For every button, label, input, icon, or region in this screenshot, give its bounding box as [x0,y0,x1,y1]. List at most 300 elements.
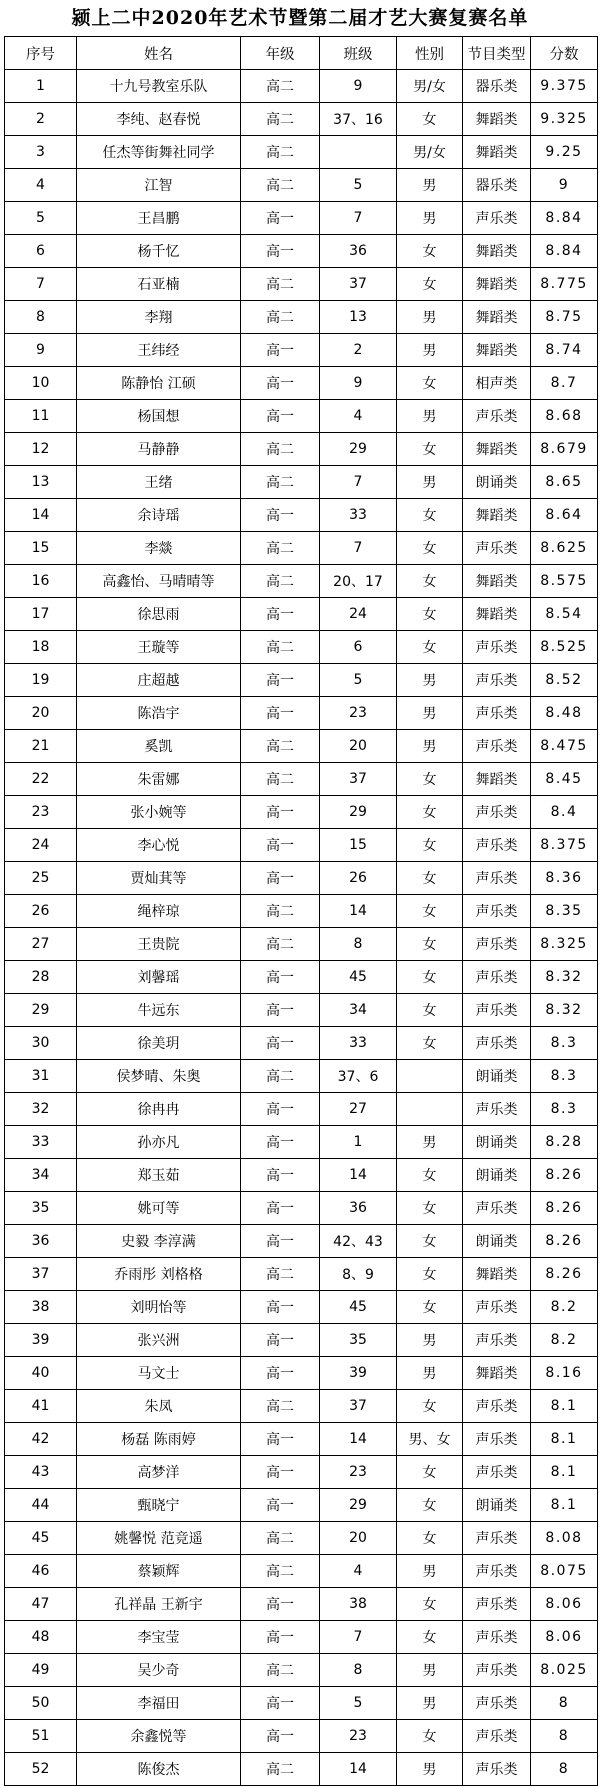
cell-no: 5 [5,202,77,235]
cell-no: 49 [5,1654,77,1687]
cell-no: 17 [5,598,77,631]
cell-name: 孙亦凡 [77,1126,241,1159]
cell-no: 3 [5,136,77,169]
cell-grade: 高一 [241,1093,320,1126]
cell-class: 14 [320,895,397,928]
cell-sex: 女 [397,763,463,796]
cell-sex: 女 [397,1159,463,1192]
table-row [5,1192,598,1225]
cell-class: 4 [320,1555,397,1588]
cell-type: 舞蹈类 [463,1258,531,1291]
cell-class: 8 [320,1654,397,1687]
cell-no: 38 [5,1291,77,1324]
cell-score: 8.2 [531,1291,598,1324]
cell-type: 声乐类 [463,1093,531,1126]
cell-name: 马静静 [77,433,241,466]
cell-score: 8.26 [531,1225,598,1258]
cell-score: 8.08 [531,1522,598,1555]
cell-type: 声乐类 [463,1390,531,1423]
cell-no: 27 [5,928,77,961]
cell-name: 十九号教室乐队 [77,70,241,103]
cell-no: 31 [5,1060,77,1093]
cell-grade: 高二 [241,1522,320,1555]
cell-name: 郑玉茹 [77,1159,241,1192]
cell-no: 6 [5,235,77,268]
cell-score: 8.1 [531,1423,598,1456]
cell-sex: 女 [397,928,463,961]
cell-grade: 高二 [241,1060,320,1093]
cell-type: 声乐类 [463,631,531,664]
table-row [5,1555,598,1588]
cell-score: 9 [531,169,598,202]
cell-class: 37 [320,763,397,796]
cell-sex: 女 [397,1456,463,1489]
cell-grade: 高二 [241,1258,320,1291]
cell-no: 47 [5,1588,77,1621]
cell-name: 杨国想 [77,400,241,433]
cell-name: 李燚 [77,532,241,565]
cell-grade: 高一 [241,1489,320,1522]
cell-sex: 女 [397,1621,463,1654]
cell-no: 23 [5,796,77,829]
table-row [5,1093,598,1126]
cell-no: 46 [5,1555,77,1588]
cell-type: 声乐类 [463,895,531,928]
cell-type: 朗诵类 [463,466,531,499]
cell-sex: 女 [397,1225,463,1258]
cell-score: 8.75 [531,301,598,334]
cell-name: 乔雨彤 刘格格 [77,1258,241,1291]
cell-class: 7 [320,466,397,499]
cell-type: 声乐类 [463,1324,531,1357]
table-row [5,730,598,763]
cell-sex: 女 [397,532,463,565]
cell-name: 杨磊 陈雨婷 [77,1423,241,1456]
cell-no: 42 [5,1423,77,1456]
cell-no: 19 [5,664,77,697]
cell-name: 孔祥晶 王新宇 [77,1588,241,1621]
cell-no: 21 [5,730,77,763]
cell-type: 朗诵类 [463,1126,531,1159]
cell-type: 器乐类 [463,70,531,103]
cell-grade: 高二 [241,895,320,928]
cell-type: 声乐类 [463,1720,531,1753]
cell-score: 8 [531,1720,598,1753]
cell-no: 7 [5,268,77,301]
cell-class: 5 [320,1687,397,1720]
cell-sex: 男 [397,169,463,202]
cell-name: 王昌鹏 [77,202,241,235]
table-row [5,664,598,697]
cell-sex: 男 [397,202,463,235]
cell-sex: 女 [397,598,463,631]
cell-sex: 男 [397,664,463,697]
cell-type: 声乐类 [463,1687,531,1720]
header-row [5,37,598,70]
cell-type: 声乐类 [463,400,531,433]
cell-sex: 男 [397,1687,463,1720]
cell-name: 徐思雨 [77,598,241,631]
cell-name: 石亚楠 [77,268,241,301]
cell-sex: 女 [397,961,463,994]
cell-grade: 高一 [241,1225,320,1258]
cell-class: 29 [320,1489,397,1522]
table-row [5,631,598,664]
cell-type: 声乐类 [463,1291,531,1324]
cell-no: 51 [5,1720,77,1753]
cell-type: 朗诵类 [463,1060,531,1093]
cell-sex: 男 [397,1126,463,1159]
cell-score: 9.325 [531,103,598,136]
cell-grade: 高一 [241,499,320,532]
cell-class: 9 [320,70,397,103]
cell-score: 8.625 [531,532,598,565]
cell-class: 34 [320,994,397,1027]
cell-class: 6 [320,631,397,664]
table-row [5,1159,598,1192]
cell-type: 声乐类 [463,1027,531,1060]
cell-grade: 高二 [241,532,320,565]
cell-score: 8.74 [531,334,598,367]
cell-name: 高鑫怡、马晴晴等 [77,565,241,598]
cell-type: 声乐类 [463,1588,531,1621]
cell-score: 8.075 [531,1555,598,1588]
cell-sex: 女 [397,499,463,532]
cell-sex: 女 [397,1720,463,1753]
cell-grade: 高二 [241,1753,320,1786]
cell-grade: 高一 [241,1456,320,1489]
table-row [5,895,598,928]
cell-class: 24 [320,598,397,631]
cell-type: 声乐类 [463,796,531,829]
cell-score: 8.84 [531,235,598,268]
table-row [5,1753,598,1786]
cell-grade: 高一 [241,961,320,994]
cell-grade: 高一 [241,796,320,829]
cell-score: 8.54 [531,598,598,631]
cell-score: 8.65 [531,466,598,499]
cell-name: 陈浩宇 [77,697,241,730]
cell-class: 8 [320,928,397,961]
cell-no: 8 [5,301,77,334]
cell-sex: 女 [397,565,463,598]
cell-class: 2 [320,334,397,367]
table-row [5,961,598,994]
cell-name: 侯梦晴、朱奥 [77,1060,241,1093]
cell-sex: 男 [397,334,463,367]
cell-score: 8.2 [531,1324,598,1357]
cell-sex: 男 [397,730,463,763]
cell-no: 40 [5,1357,77,1390]
cell-name: 朱雷娜 [77,763,241,796]
cell-grade: 高一 [241,1621,320,1654]
cell-type: 舞蹈类 [463,136,531,169]
cell-score: 8.325 [531,928,598,961]
cell-no: 4 [5,169,77,202]
cell-type: 舞蹈类 [463,565,531,598]
cell-sex: 男 [397,1753,463,1786]
cell-name: 蔡颖辉 [77,1555,241,1588]
cell-grade: 高一 [241,1126,320,1159]
cell-class: 37 [320,1390,397,1423]
cell-class: 37、6 [320,1060,397,1093]
cell-grade: 高一 [241,202,320,235]
cell-no: 16 [5,565,77,598]
cell-class: 20、17 [320,565,397,598]
cell-name: 王纬经 [77,334,241,367]
cell-name: 徐美玥 [77,1027,241,1060]
cell-score: 8.3 [531,1060,598,1093]
cell-no: 52 [5,1753,77,1786]
cell-no: 37 [5,1258,77,1291]
cell-class: 26 [320,862,397,895]
cell-score: 8.3 [531,1093,598,1126]
table-row [5,1225,598,1258]
cell-name: 任杰等街舞社同学 [77,136,241,169]
cell-grade: 高一 [241,1687,320,1720]
table-row [5,763,598,796]
cell-type: 舞蹈类 [463,103,531,136]
cell-name: 徐冉冉 [77,1093,241,1126]
cell-name: 王贵院 [77,928,241,961]
cell-grade: 高一 [241,1027,320,1060]
cell-name: 王璇等 [77,631,241,664]
table-row [5,1060,598,1093]
table-row [5,301,598,334]
cell-name: 姚可等 [77,1192,241,1225]
cell-class: 1 [320,1126,397,1159]
cell-no: 11 [5,400,77,433]
cell-sex: 男/女 [397,70,463,103]
cell-type: 朗诵类 [463,1489,531,1522]
cell-type: 朗诵类 [463,1225,531,1258]
table-row [5,466,598,499]
cell-no: 29 [5,994,77,1027]
cell-no: 10 [5,367,77,400]
table-row [5,1687,598,1720]
table-row [5,1456,598,1489]
header-name: 姓名 [77,37,241,70]
cell-type: 声乐类 [463,961,531,994]
cell-sex: 男 [397,466,463,499]
cell-class: 42、43 [320,1225,397,1258]
table-row [5,367,598,400]
cell-grade: 高一 [241,235,320,268]
cell-grade: 高二 [241,730,320,763]
cell-grade: 高二 [241,268,320,301]
finalists-table [4,36,598,1786]
table-row [5,400,598,433]
cell-no: 45 [5,1522,77,1555]
cell-no: 25 [5,862,77,895]
cell-score: 8.48 [531,697,598,730]
table-row [5,103,598,136]
cell-score: 8.32 [531,994,598,1027]
cell-type: 相声类 [463,367,531,400]
cell-name: 张兴洲 [77,1324,241,1357]
cell-class: 20 [320,1522,397,1555]
cell-score: 8.375 [531,829,598,862]
cell-class: 7 [320,202,397,235]
header-type: 节目类型 [463,37,531,70]
header-grade: 年级 [241,37,320,70]
cell-name: 余诗瑶 [77,499,241,532]
cell-type: 舞蹈类 [463,499,531,532]
cell-no: 50 [5,1687,77,1720]
cell-score: 8.45 [531,763,598,796]
cell-sex: 女 [397,1291,463,1324]
cell-score: 8.36 [531,862,598,895]
table-row [5,1324,598,1357]
cell-type: 舞蹈类 [463,1357,531,1390]
cell-class: 33 [320,1027,397,1060]
cell-grade: 高一 [241,1192,320,1225]
cell-no: 32 [5,1093,77,1126]
cell-score: 8.06 [531,1621,598,1654]
cell-name: 陈俊杰 [77,1753,241,1786]
table-row [5,1621,598,1654]
table-row [5,1588,598,1621]
cell-class: 23 [320,697,397,730]
table-row [5,829,598,862]
cell-no: 35 [5,1192,77,1225]
cell-grade: 高一 [241,400,320,433]
cell-score: 8.26 [531,1192,598,1225]
cell-class: 29 [320,796,397,829]
cell-type: 器乐类 [463,169,531,202]
cell-class: 8、9 [320,1258,397,1291]
cell-class [320,136,397,169]
cell-score: 8.26 [531,1258,598,1291]
table-row [5,994,598,1027]
table-row [5,1258,598,1291]
table-row [5,1291,598,1324]
cell-grade: 高二 [241,565,320,598]
cell-score: 8.1 [531,1489,598,1522]
cell-grade: 高二 [241,103,320,136]
cell-no: 28 [5,961,77,994]
cell-grade: 高二 [241,1390,320,1423]
cell-class: 14 [320,1753,397,1786]
cell-class: 15 [320,829,397,862]
cell-name: 李纯、赵春悦 [77,103,241,136]
table-row [5,70,598,103]
document-title: 颍上二中2020年艺术节暨第二届才艺大赛复赛名单 [71,7,529,29]
table-row [5,169,598,202]
cell-grade: 高一 [241,862,320,895]
cell-score: 8.1 [531,1390,598,1423]
cell-type: 声乐类 [463,730,531,763]
cell-class: 7 [320,532,397,565]
cell-name: 姚馨悦 范竞遥 [77,1522,241,1555]
table-row [5,1489,598,1522]
cell-type: 朗诵类 [463,1159,531,1192]
table-row [5,1522,598,1555]
cell-sex: 女 [397,862,463,895]
cell-type: 舞蹈类 [463,268,531,301]
cell-name: 朱凤 [77,1390,241,1423]
cell-class: 37 [320,268,397,301]
cell-name: 甄晓宁 [77,1489,241,1522]
cell-sex: 女 [397,1522,463,1555]
cell-score: 8.475 [531,730,598,763]
cell-name: 高梦洋 [77,1456,241,1489]
cell-score: 8.7 [531,367,598,400]
cell-no: 13 [5,466,77,499]
cell-type: 声乐类 [463,1654,531,1687]
cell-score: 8.06 [531,1588,598,1621]
cell-sex: 女 [397,433,463,466]
cell-class: 5 [320,169,397,202]
table-row [5,1027,598,1060]
cell-type: 声乐类 [463,202,531,235]
cell-class: 29 [320,433,397,466]
cell-sex: 男 [397,301,463,334]
cell-sex: 女 [397,631,463,664]
cell-name: 余鑫悦等 [77,1720,241,1753]
cell-grade: 高二 [241,70,320,103]
cell-type: 声乐类 [463,664,531,697]
cell-grade: 高二 [241,136,320,169]
cell-name: 吴少奇 [77,1654,241,1687]
cell-class: 39 [320,1357,397,1390]
cell-score: 8.525 [531,631,598,664]
cell-type: 声乐类 [463,1753,531,1786]
cell-grade: 高二 [241,763,320,796]
cell-name: 李心悦 [77,829,241,862]
header-score: 分数 [531,37,598,70]
cell-class: 45 [320,961,397,994]
header-class: 班级 [320,37,397,70]
cell-no: 20 [5,697,77,730]
cell-no: 15 [5,532,77,565]
cell-score: 8.025 [531,1654,598,1687]
cell-sex: 男/女 [397,136,463,169]
cell-no: 34 [5,1159,77,1192]
cell-sex: 男 [397,1324,463,1357]
cell-sex: 女 [397,895,463,928]
cell-class: 45 [320,1291,397,1324]
table-row [5,1390,598,1423]
cell-sex: 女 [397,1489,463,1522]
cell-no: 33 [5,1126,77,1159]
cell-name: 史毅 李淳满 [77,1225,241,1258]
cell-score: 8.3 [531,1027,598,1060]
cell-sex: 女 [397,235,463,268]
cell-no: 9 [5,334,77,367]
cell-no: 44 [5,1489,77,1522]
cell-class: 36 [320,1192,397,1225]
cell-grade: 高二 [241,433,320,466]
table-row [5,499,598,532]
cell-score: 8.32 [531,961,598,994]
cell-class: 14 [320,1159,397,1192]
cell-no: 30 [5,1027,77,1060]
cell-sex: 男 [397,697,463,730]
cell-grade: 高一 [241,829,320,862]
cell-type: 声乐类 [463,994,531,1027]
cell-type: 声乐类 [463,1192,531,1225]
cell-score: 9.375 [531,70,598,103]
cell-name: 江智 [77,169,241,202]
cell-sex: 女 [397,268,463,301]
table-row [5,928,598,961]
cell-no: 12 [5,433,77,466]
cell-sex [397,1093,463,1126]
cell-class: 33 [320,499,397,532]
cell-type: 舞蹈类 [463,433,531,466]
table-row [5,1423,598,1456]
